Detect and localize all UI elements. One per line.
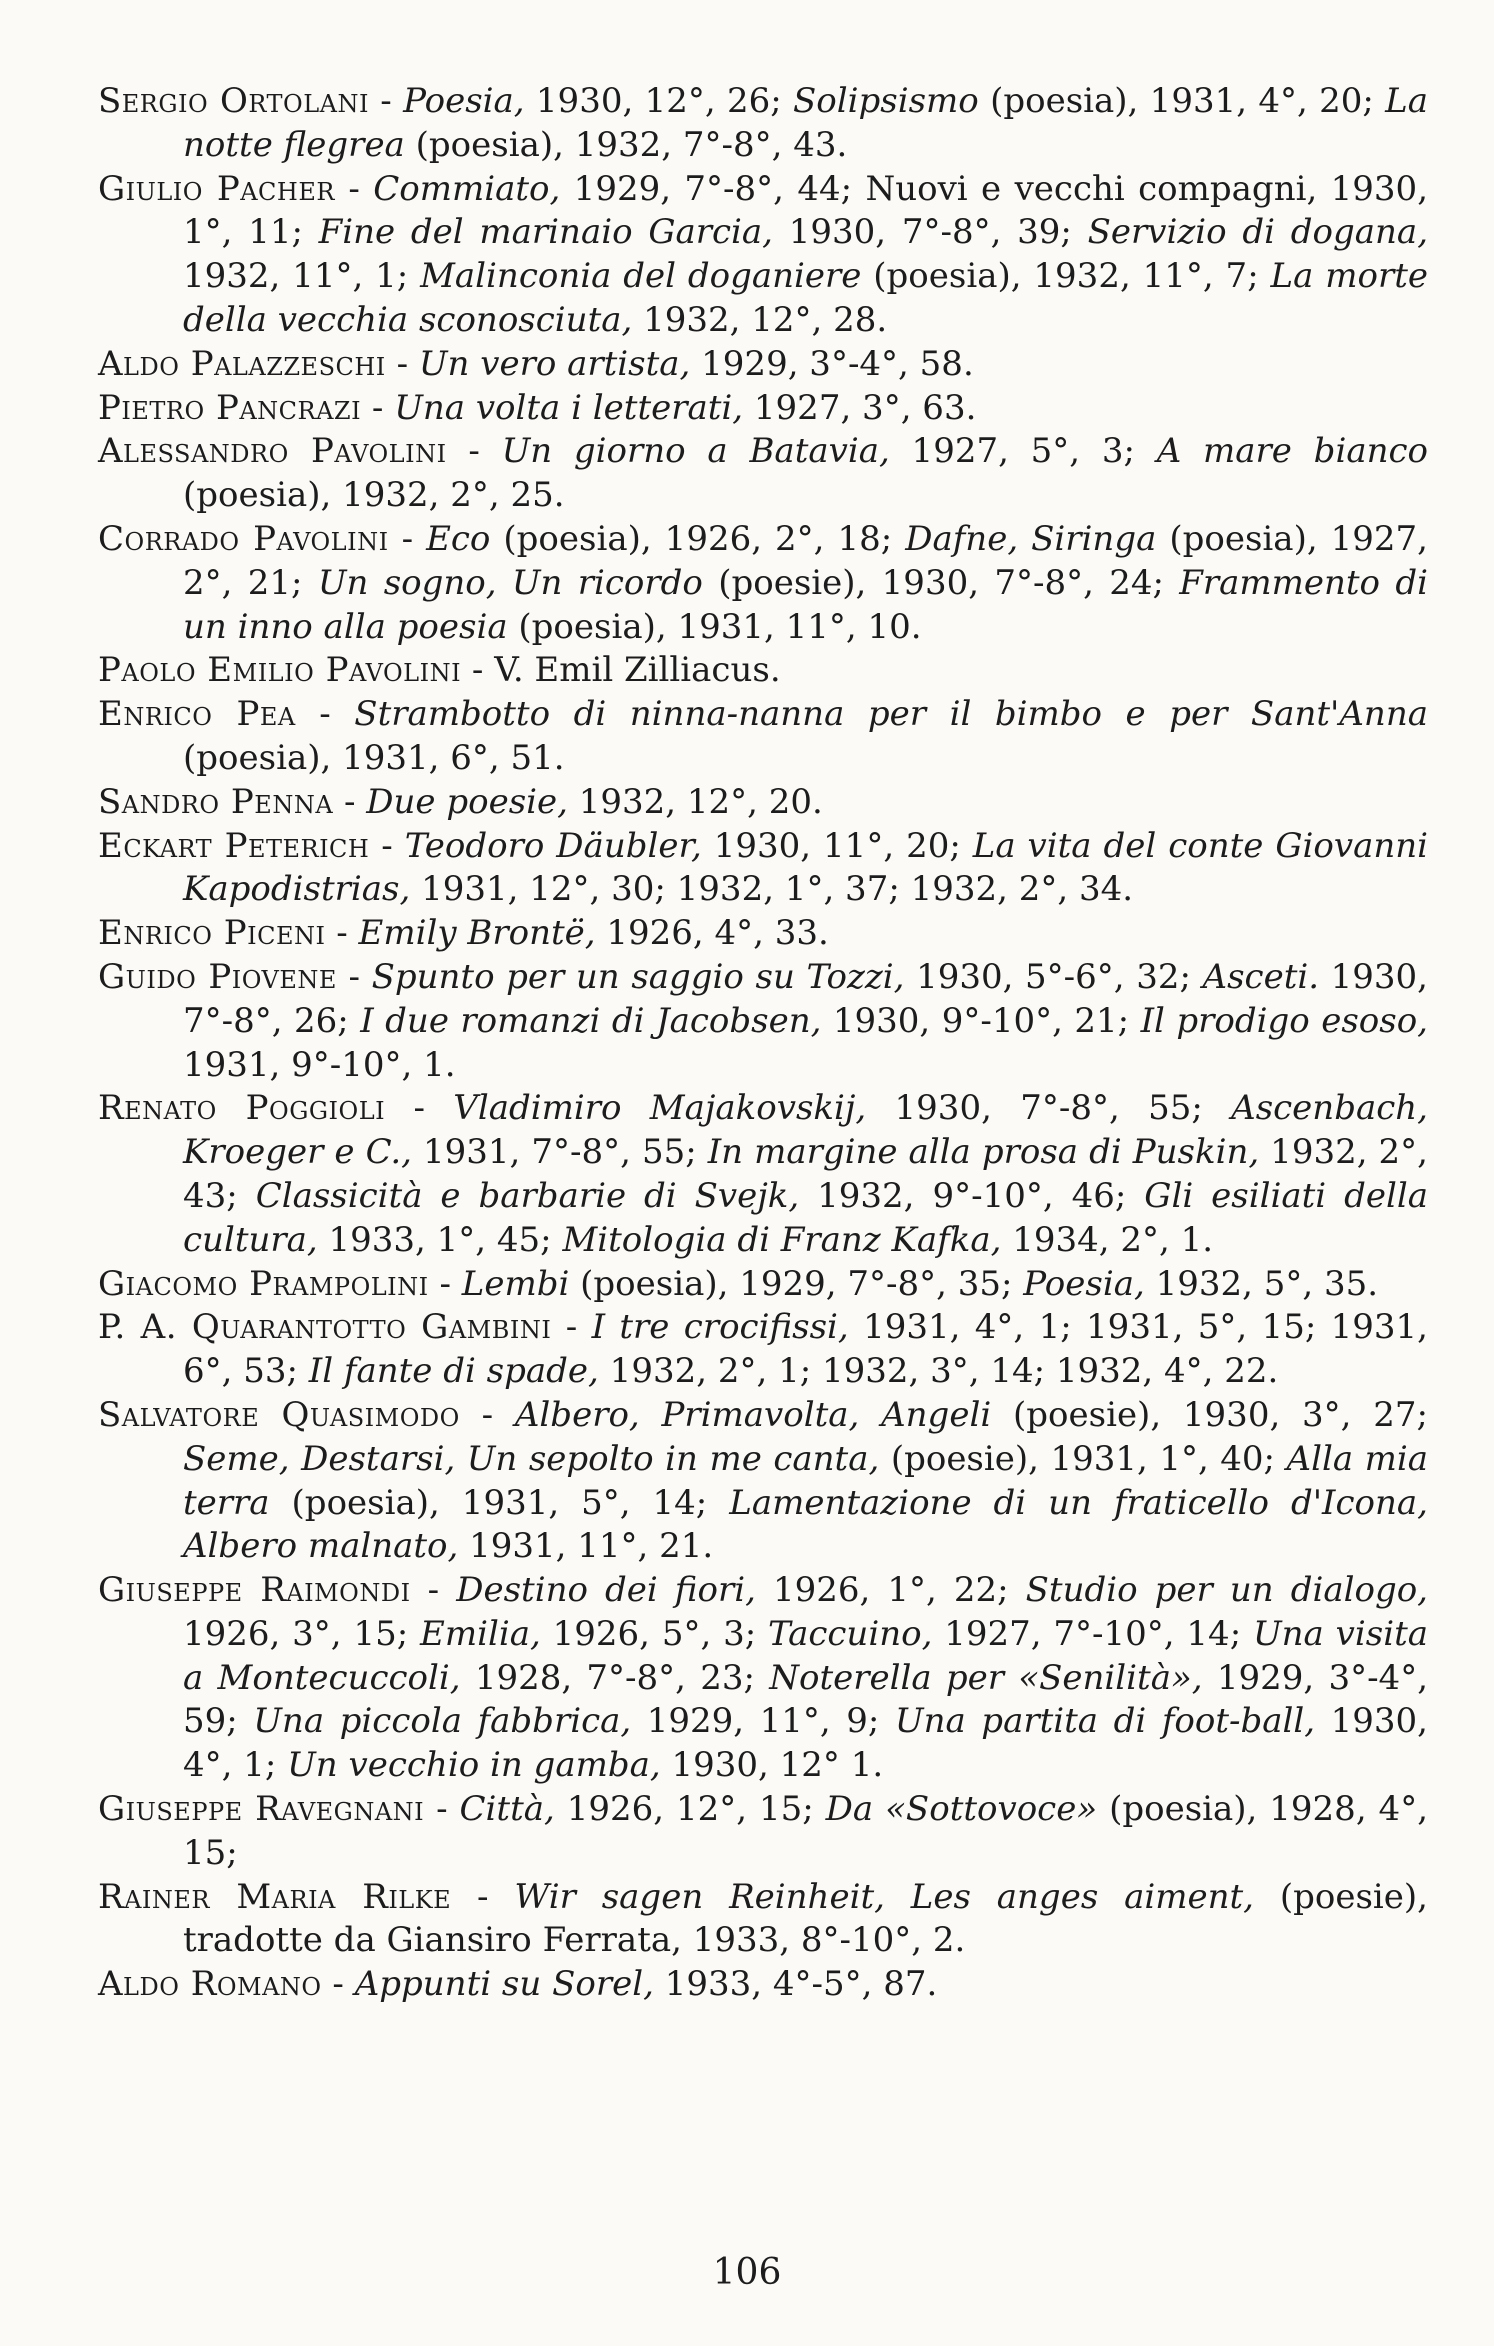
work-title: Una volta i letterati, <box>394 387 744 428</box>
index-entry <box>98 1569 1428 1788</box>
work-citation: (poesia), 1926, 2°, 18; <box>490 518 906 559</box>
work-title: Malinconia del doganiere <box>420 256 862 297</box>
work-citation: 1930, 5°-6°, 32; <box>904 956 1203 997</box>
author-name: Aldo Romano <box>98 1964 322 2005</box>
separator: - <box>446 431 502 472</box>
work-title: Un vecchio in gamba, <box>287 1745 661 1786</box>
work-citation: (poesie), 1930, 3°, 27; <box>991 1394 1428 1435</box>
separator: - <box>385 343 419 384</box>
work-title: Gli esiliati della cultura, <box>183 1175 1429 1260</box>
work-title: Da «Sottovoce» <box>825 1789 1098 1830</box>
work-citation: 1930, 9°-10°, 21; <box>821 1000 1141 1041</box>
index-entry <box>98 168 1428 343</box>
author-name: Enrico Pea <box>98 694 296 735</box>
work-citation: (poesia), 1931, 11°, 10. <box>507 606 922 647</box>
work-title: Seme, Destarsi, Un sepolto in me canta, <box>183 1438 880 1479</box>
work-title: Una partita di foot-ball, <box>894 1701 1316 1742</box>
index-entry <box>98 1306 1428 1394</box>
work-citation: 1932, 2°, 43; <box>183 1132 1428 1216</box>
work-citation: (poesia), 1929, 7°-8°, 35; <box>569 1263 1024 1304</box>
work-title: Commiato, <box>373 168 561 209</box>
author-name: Eckart Peterich <box>98 825 370 866</box>
separator: - <box>388 518 427 559</box>
work-title: Emily Brontë, <box>358 913 596 954</box>
work-citation: 1930, 4°, 1; <box>183 1701 1428 1786</box>
work-title: Strambotto di ninna-nanna per il bimbo e per Sant'Anna <box>354 694 1428 735</box>
work-title: Noterella per «Senilità», <box>769 1657 1203 1698</box>
work-citation: 1929, 7°-8°, 44; Nuovi e vecchi compagni, 1930, 1°, 11; <box>183 168 1429 253</box>
work-title: I due romanzi di Jacobsen, <box>360 1000 822 1041</box>
separator: - <box>368 81 404 121</box>
work-citation: 1929, 3°-4°, 58. <box>690 343 974 384</box>
author-name: Corrado Pavolini <box>98 518 389 559</box>
work-title: Alla mia terra <box>183 1438 1429 1523</box>
work-title: Frammento di un inno alla poesia <box>183 562 1428 647</box>
index-entry <box>98 1087 1428 1262</box>
author-name: Sergio Ortolani <box>98 81 369 121</box>
author-name: Paolo Emilio Pavolini <box>98 650 462 691</box>
index-entry <box>98 825 1428 913</box>
work-citation: 1931, 12°, 30; 1932, 1°, 37; 1932, 2°, 34. <box>410 869 1134 910</box>
work-citation: 1927, 7°-10°, 14; <box>932 1613 1253 1654</box>
work-title: Dafne, Siringa <box>905 518 1157 559</box>
work-title: Il prodigo esoso, <box>1140 1000 1428 1041</box>
work-title: Destino dei fiori, <box>456 1570 756 1611</box>
author-name: Giuseppe Raimondi <box>98 1570 411 1611</box>
work-citation: 1933, 4°-5°, 87. <box>653 1964 938 2005</box>
work-title: Classicità e barbarie di Svejk, <box>255 1175 800 1216</box>
work-citation: (poesia), 1931, 6°, 51. <box>183 737 565 778</box>
work-title: I tre crocifissi, <box>591 1307 849 1348</box>
work-title: La notte flegrea <box>183 81 1428 165</box>
work-citation: (poesie), 1930, 7°-8°, 24; <box>702 562 1180 603</box>
work-title: Taccuino, <box>768 1613 933 1654</box>
work-citation: (poesia), 1932, 11°, 7; <box>861 256 1271 297</box>
separator: - <box>551 1307 592 1348</box>
work-title: Una visita a Montecuccoli, <box>183 1613 1429 1698</box>
work-citation: 1934, 2°, 1. <box>1001 1219 1214 1260</box>
work-title: Una piccola fabbrica, <box>253 1701 632 1742</box>
work-title: Lembi <box>461 1263 570 1304</box>
author-name: Giacomo Prampolini <box>98 1263 429 1304</box>
index-entry <box>98 1263 1428 1307</box>
work-title: Un giorno a Batavia, <box>501 431 890 472</box>
work-citation: (poesia), 1932, 7°-8°, 43. <box>404 124 848 165</box>
work-citation: (poesie), 1931, 1°, 40; <box>879 1438 1287 1479</box>
work-title: Il fante di spade, <box>308 1351 599 1392</box>
work-title: Mitologia di Franz Kafka, <box>562 1219 1002 1260</box>
separator: - <box>334 168 374 209</box>
separator: - <box>295 694 355 735</box>
author-name: Enrico Piceni <box>98 913 326 954</box>
index-entry <box>98 956 1428 1087</box>
work-citation: (poesia), 1928, 4°, 15; <box>183 1789 1428 1873</box>
work-title: Poesia, <box>1023 1263 1145 1304</box>
work-title: Poesia, <box>403 81 525 121</box>
work-citation: 1932, 11°, 1; <box>183 256 421 297</box>
work-title: Spunto per un saggio su Tozzi, <box>371 956 905 997</box>
work-title: Teodoro Däubler, <box>404 825 702 866</box>
work-citation: (poesie), tradotte da Giansiro Ferrata, 1933, 8°-10°, 2. <box>183 1876 1428 1961</box>
author-name: Guido Piovene <box>98 956 337 997</box>
author-name: Giulio Pacher <box>98 168 335 209</box>
work-citation: 1930, 7°-8°, 26; <box>183 956 1428 1041</box>
separator: - <box>428 1263 462 1304</box>
work-citation: (poesia), 1931, 5°, 14; <box>269 1482 730 1523</box>
work-citation: 1926, 4°, 33. <box>595 913 829 954</box>
index-entries <box>98 80 1428 2007</box>
work-citation: 1932, 9°-10°, 46; <box>799 1175 1145 1216</box>
work-citation: 1932, 5°, 35. <box>1144 1263 1379 1304</box>
work-citation: 1926, 3°, 15; <box>183 1613 421 1654</box>
work-citation: (poesia), 1932, 2°, 25. <box>183 475 565 516</box>
separator: - <box>461 650 495 691</box>
index-entry <box>98 387 1428 431</box>
work-title: Servizio di dogana, <box>1087 212 1429 253</box>
index-entry <box>98 1963 1428 2007</box>
work-citation: 1927, 3°, 63. <box>743 387 977 428</box>
work-title: Un sogno, Un ricordo <box>317 562 703 603</box>
work-citation: (poesia), 1927, 2°, 21; <box>183 518 1428 603</box>
work-citation: 1930, 12° 1. <box>660 1745 884 1786</box>
work-citation: 1931, 7°-8°, 55; <box>411 1132 708 1173</box>
work-title: Wir sagen Reinheit, Les anges aiment, <box>514 1876 1254 1917</box>
work-citation: 1927, 5°, 3; <box>889 431 1157 472</box>
index-entry <box>98 781 1428 825</box>
work-citation: 1926, 5°, 3; <box>540 1613 769 1654</box>
work-citation: 1930, 12°, 26; <box>524 81 793 121</box>
separator: - <box>321 1964 355 2005</box>
work-citation: 1929, 11°, 9; <box>631 1701 895 1742</box>
separator: - <box>385 1088 454 1129</box>
work-citation: 1932, 12°, 20. <box>567 781 823 822</box>
work-title: Due poesie, <box>366 781 568 822</box>
work-title: Un vero artista, <box>418 343 691 384</box>
work-title: Appunti su Sorel, <box>354 1964 654 2005</box>
work-citation: 1926, 1°, 22; <box>755 1570 1026 1611</box>
index-entry <box>98 693 1428 781</box>
work-citation: 1933, 1°, 45; <box>317 1219 563 1260</box>
author-name: Pietro Pancrazi <box>98 387 362 428</box>
author-name: Rainer Maria Rilke <box>98 1876 452 1917</box>
index-entry <box>98 518 1428 649</box>
separator: - <box>336 956 372 997</box>
separator: - <box>333 781 367 822</box>
work-citation: 1930, 7°-8°, 39; <box>773 212 1088 253</box>
work-title: Vladimiro Majakovskij, <box>453 1088 867 1129</box>
work-citation: 1930, 11°, 20; <box>701 825 973 866</box>
work-title: La vita del conte Giovanni Kapodistrias, <box>183 825 1429 910</box>
work-title: Asceti. <box>1202 956 1320 997</box>
author-name: Giuseppe Ravegnani <box>98 1789 425 1830</box>
work-citation: 1930, 7°-8°, 55; <box>866 1088 1232 1129</box>
separator: - <box>325 913 359 954</box>
separator: - <box>369 825 405 866</box>
author-name: Renato Poggioli <box>98 1088 386 1129</box>
author-name: Sandro Penna <box>98 781 334 822</box>
index-entry <box>98 80 1428 168</box>
work-citation: 1931, 4°, 1; 1931, 5°, 15; 1931, 6°, 53; <box>183 1307 1428 1392</box>
author-name: Salvatore Quasimodo <box>98 1394 460 1435</box>
work-title: Solipsismo <box>793 81 979 121</box>
work-title: Lamentazione di un fraticello d'Icona, Albero malnato, <box>183 1482 1428 1567</box>
index-entry <box>98 343 1428 387</box>
work-title: Città, <box>459 1789 555 1830</box>
work-citation: 1932, 2°, 1; 1932, 3°, 14; 1932, 4°, 22. <box>598 1351 1279 1392</box>
index-entry <box>98 1876 1428 1964</box>
author-name: Alessandro Pavolini <box>98 431 447 472</box>
separator: - <box>361 387 395 428</box>
work-title: A mare bianco <box>1156 431 1429 472</box>
index-entry <box>98 430 1428 518</box>
index-entry <box>98 1788 1428 1876</box>
work-title: Albero, Primavolta, Angeli <box>514 1394 992 1435</box>
index-entry <box>98 912 1428 956</box>
work-title: In margine alla prosa di Puskin, <box>707 1132 1260 1173</box>
work-title: La morte della vecchia sconosciuta, <box>183 256 1428 340</box>
index-entry <box>98 649 1428 693</box>
work-citation: 1926, 12°, 15; <box>554 1789 826 1830</box>
work-citation: 1931, 9°-10°, 1. <box>183 1044 456 1085</box>
author-name: P. A. Quarantotto Gambini <box>98 1307 552 1348</box>
work-title: Ascenbach, Kroeger e C., <box>183 1088 1428 1173</box>
separator: - <box>410 1570 457 1611</box>
page-number: 106 <box>712 2252 782 2293</box>
work-title: Emilia, <box>420 1613 541 1654</box>
work-citation: (poesia), 1931, 4°, 20; <box>978 81 1386 121</box>
separator: - <box>459 1394 515 1435</box>
work-citation: 1932, 12°, 28. <box>632 299 888 340</box>
index-entry <box>98 1394 1428 1569</box>
separator: - <box>424 1789 460 1830</box>
work-title: Fine del marinaio Garcia, <box>318 212 773 253</box>
work-citation: V. Emil Zilliacus. <box>494 650 781 691</box>
work-citation: 1928, 7°-8°, 23; <box>460 1657 770 1698</box>
work-title: Studio per un dialogo, <box>1025 1570 1428 1611</box>
work-citation: 1931, 11°, 21. <box>458 1526 714 1567</box>
work-citation: 1929, 3°-4°, 59; <box>183 1657 1429 1742</box>
separator: - <box>451 1876 515 1917</box>
work-title: Eco <box>426 518 491 559</box>
author-name: Aldo Palazzeschi <box>98 343 386 384</box>
